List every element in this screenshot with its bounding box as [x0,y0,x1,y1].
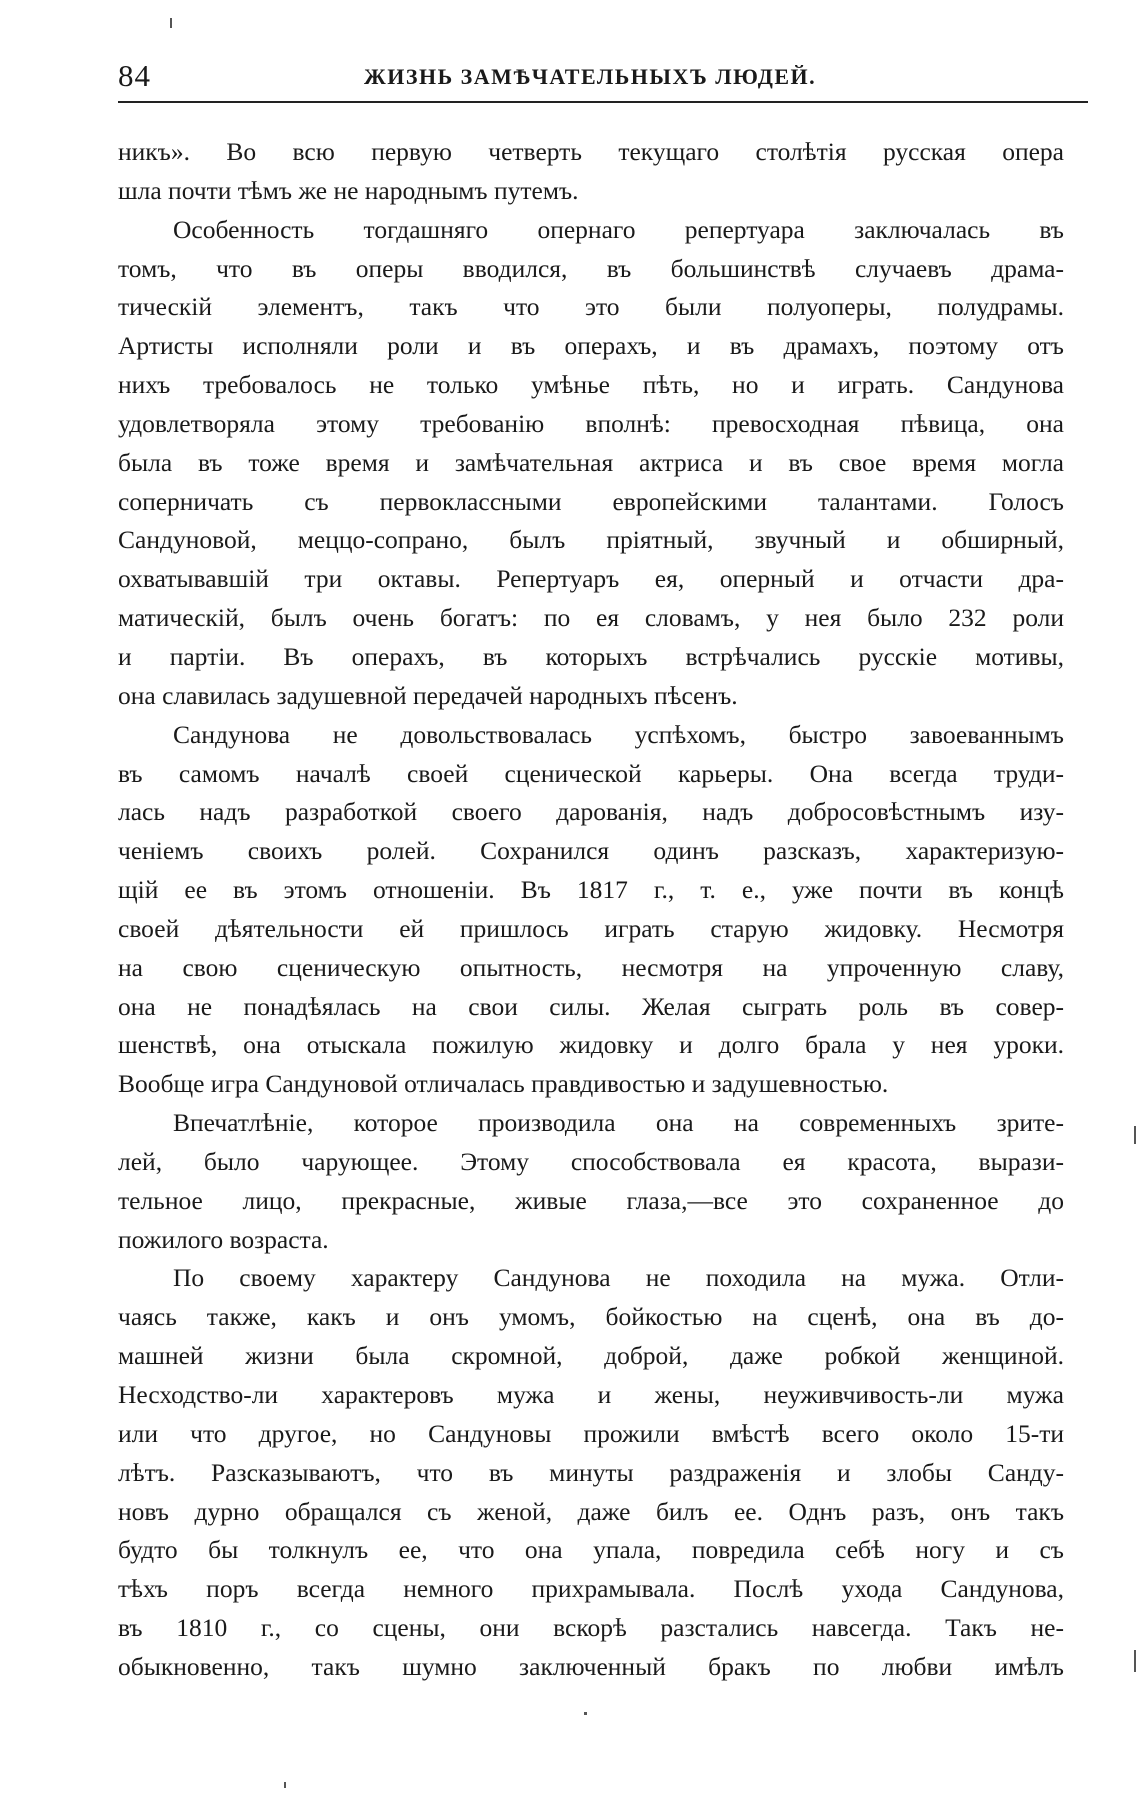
text-line: или что другое, но Сандуновы прожили вмѣстѣ всего около 15-ти [118,1418,1064,1448]
text-line: въ самомъ началѣ своей сценической карьеры. Она всегда труди- [118,758,1064,788]
text-line: новъ дурно обращался съ женой, даже билъ ее. Однъ разъ, онъ такъ [118,1496,1064,1526]
text-line: Сандуновой, меццо-сопрано, былъ пріятный, звучный и обширный, [118,525,1064,555]
text-line: Вообще игра Сандуновой отличалась правдивостью и задушевностью. [118,1069,889,1099]
text-line: тическій элементъ, такъ что это были полуоперы, полудрамы. [118,292,1064,322]
scan-mark [170,18,172,28]
text-line: Впечатлѣніе, которое производила она на современныхъ зрите- [173,1108,1064,1138]
text-line: ченіемъ своихъ ролей. Сохранился одинъ разсказъ, характеризую- [118,836,1064,866]
text-line: шенствѣ, она отыскала пожилую жидовку и долго брала у нея уроки. [118,1030,1064,1060]
text-line: никъ». Во всю первую четверть текущаго столѣтія русская опера [118,137,1064,166]
text-line: чаясь также, какъ и онъ умомъ, бойкостью на сценѣ, она въ до- [118,1302,1064,1332]
text-line: тельное лицо, прекрасные, живые глаза,—все это сохраненное до [118,1185,1064,1215]
text-line: Артисты исполняли роли и въ операхъ, и въ драмахъ, поэтому отъ [118,331,1064,361]
header-rule [118,101,1088,103]
text-line: Несходство-ли характеровъ мужа и жены, неуживчивость-ли мужа [118,1380,1064,1409]
text-line: лей, было чарующее. Этому способствовала ея красота, вырази- [118,1146,1064,1176]
page-number: 84 [118,58,151,93]
text-line: тѣхъ поръ всегда немного прихрамывала. Послѣ ухода Сандунова, [118,1574,1064,1604]
text-line: машней жизни была скромной, доброй, даже робкой женщиной. [118,1341,1064,1371]
text-line: будто бы толкнулъ ее, что она упала, повредила себѣ ногу и съ [118,1535,1064,1565]
text-line: нихъ требовалось не только умѣнье пѣть, но и играть. Сандунова [118,370,1064,400]
text-line: пожилого возраста. [118,1224,329,1254]
text-line: томъ, что въ оперы вводился, въ большинствѣ случаевъ драма- [118,253,1064,283]
running-title: ЖИЗНЬ ЗАМѢЧАТЕЛЬНЫХЪ ЛЮДЕЙ. [364,64,817,89]
text-line: Сандунова не довольствовалась успѣхомъ, быстро завоеваннымъ [173,719,1064,749]
page-header [118,58,1088,98]
text-line: матическій, былъ очень богатъ: по ея словамъ, у нея было 232 роли [118,603,1064,633]
body-text [118,133,1064,1687]
text-line: была въ тоже время и замѣчательная актриса и въ свое время могла [118,447,1064,477]
text-line: лѣтъ. Разсказываютъ, что въ минуты раздраженія и злобы Санду- [118,1457,1064,1487]
text-line: и партіи. Въ операхъ, въ которыхъ встрѣчались русскіе мотивы, [118,641,1064,671]
text-line: шла почти тѣмъ же не народнымъ путемъ. [118,175,579,205]
scan-mark [1134,1650,1136,1672]
text-line: соперничать съ первоклассными европейскими талантами. Голосъ [118,486,1064,516]
text-line: Особенность тогдашняго опернаго репертуара заключалась въ [173,214,1064,244]
scan-mark [1134,1126,1136,1144]
text-line: охватывавшій три октавы. Репертуаръ ея, оперный и отчасти дра- [118,564,1064,594]
text-line: въ 1810 г., со сцены, они вскорѣ разстались навсегда. Такъ не- [118,1613,1064,1643]
text-line: она славилась задушевной передачей народныхъ пѣсенъ. [118,680,738,710]
text-line: на свою сценическую опытность, несмотря на упроченную славу, [118,952,1064,982]
scan-mark [584,1712,587,1715]
scan-mark [284,1782,286,1788]
text-line: своей дѣятельности ей пришлось играть старую жидовку. Несмотря [118,913,1064,943]
text-line: По своему характеру Сандунова не походила на мужа. Отли- [173,1263,1064,1293]
text-line: щій ее въ этомъ отношеніи. Въ 1817 г., т. е., уже почти въ концѣ [118,875,1064,905]
text-line: удовлетворяла этому требованію вполнѣ: превосходная пѣвица, она [118,408,1064,438]
text-line: обыкновенно, такъ шумно заключенный бракъ по любви имѣлъ [118,1651,1064,1681]
text-line: она не понадѣялась на свои силы. Желая сыграть роль въ совер- [118,991,1064,1021]
text-line: лась надъ разработкой своего дарованія, надъ добросовѣстнымъ изу- [118,797,1064,827]
